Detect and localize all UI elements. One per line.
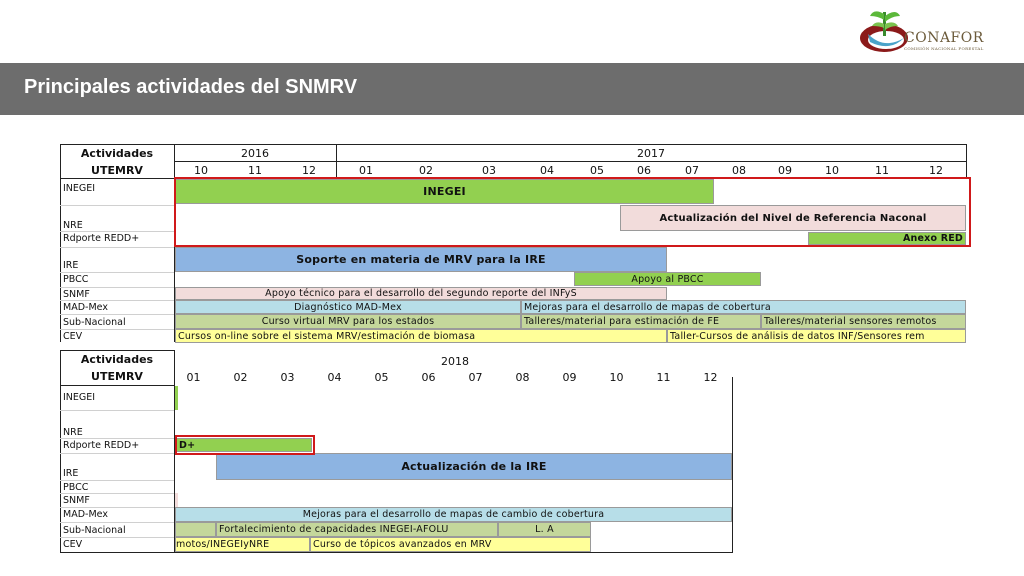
bar-subnacional-la: L. A bbox=[498, 522, 591, 537]
month-col: 12 bbox=[703, 371, 718, 384]
row-label-inegei: INEGEI bbox=[63, 391, 96, 403]
month-col: 08 bbox=[515, 371, 530, 384]
row-label-madmex: MAD-Mex bbox=[63, 509, 108, 520]
month-col: 11 bbox=[248, 163, 262, 177]
bar-ire: Actualización de la IRE bbox=[216, 453, 732, 480]
header-utemrv: UTEMRV bbox=[91, 369, 143, 383]
month-col: 03 bbox=[280, 371, 295, 384]
month-col: 10 bbox=[609, 371, 624, 384]
month-col: 09 bbox=[562, 371, 577, 384]
month-col: 02 bbox=[419, 163, 433, 177]
table-border bbox=[966, 144, 967, 178]
bar-snmf-tail bbox=[175, 493, 178, 507]
highlight-box bbox=[175, 435, 315, 455]
row-label-redd: Rdporte REDD+ bbox=[63, 233, 140, 244]
month-col: 12 bbox=[929, 163, 943, 177]
row-divider bbox=[60, 205, 174, 206]
year-2018: 2018 bbox=[441, 354, 469, 368]
month-col: 10 bbox=[194, 163, 208, 177]
month-col: 11 bbox=[656, 371, 671, 384]
bar-subnacional-sensores: Talleres/material sensores remotos bbox=[761, 314, 966, 329]
header-activities: Actividades bbox=[80, 146, 154, 160]
page-title: Principales actividades del SNMRV bbox=[24, 76, 358, 98]
bar-snmf: Apoyo técnico para el desarrollo del segundo reporte del INFyS bbox=[175, 287, 667, 300]
month-col: 07 bbox=[685, 163, 699, 177]
month-col: 05 bbox=[590, 163, 604, 177]
gantt-table-2016-2017 bbox=[56, 143, 974, 345]
highlight-box bbox=[174, 177, 971, 247]
year-2016: 2016 bbox=[241, 146, 269, 160]
bar-redd: Anexo RED bbox=[808, 232, 966, 245]
row-label-ire: IRE bbox=[63, 260, 79, 271]
bar-madmex-mejoras: Mejoras para el desarrollo de mapas de cobertura bbox=[521, 300, 966, 314]
row-label-cev: CEV bbox=[63, 539, 83, 550]
month-col: 09 bbox=[778, 163, 792, 177]
row-label-snmf: SNMF bbox=[63, 495, 90, 506]
row-label-nre: NRE bbox=[63, 426, 83, 438]
row-label-madmex: MAD-Mex bbox=[63, 302, 108, 313]
month-col: 01 bbox=[359, 163, 373, 177]
bar-madmex: Mejoras para el desarrollo de mapas de cambio de cobertura bbox=[175, 507, 732, 522]
row-label-subnacional: Sub-Nacional bbox=[63, 524, 126, 536]
bar-cev-remotos: motos/INEGEIyNRE bbox=[175, 537, 310, 552]
bar-redd: D+ bbox=[176, 438, 312, 452]
row-divider bbox=[60, 453, 174, 454]
bar-nre: Actualización del Nivel de Referencia Naconal bbox=[620, 205, 966, 231]
table-border bbox=[336, 144, 337, 178]
month-col: 06 bbox=[637, 163, 651, 177]
bar-subnacional-talleres-fe: Talleres/material para estimación de FE bbox=[521, 314, 761, 329]
gantt-table-2018 bbox=[56, 349, 738, 555]
row-label-inegei: INEGEI bbox=[63, 182, 96, 194]
table-border bbox=[174, 161, 966, 162]
row-divider bbox=[60, 410, 174, 411]
month-col: 10 bbox=[825, 163, 839, 177]
bar-cev-cursos: Cursos on-line sobre el sistema MRV/estimación de biomasa bbox=[175, 329, 667, 343]
row-label-redd: Rdporte REDD+ bbox=[63, 440, 140, 451]
row-label-snmf: SNMF bbox=[63, 288, 90, 300]
header-activities: Actividades bbox=[80, 352, 154, 366]
row-divider bbox=[60, 247, 174, 248]
month-col: 06 bbox=[421, 371, 436, 384]
bar-madmex-diagnostico: Diagnóstico MAD-Mex bbox=[175, 300, 521, 314]
row-label-pbcc: PBCC bbox=[63, 481, 89, 493]
bar-ire: Soporte en materia de MRV para la IRE bbox=[175, 247, 667, 272]
table-border bbox=[60, 144, 966, 145]
table-border bbox=[732, 377, 733, 553]
bar-inegei: INEGEI bbox=[175, 179, 714, 204]
month-col: 04 bbox=[327, 371, 342, 384]
bar-subnacional-curso: Curso virtual MRV para los estados bbox=[175, 314, 521, 329]
table-border bbox=[60, 350, 174, 351]
month-col: 08 bbox=[732, 163, 746, 177]
table-border bbox=[60, 552, 733, 553]
row-label-pbcc: PBCC bbox=[63, 274, 89, 285]
month-col: 01 bbox=[186, 371, 201, 384]
month-col: 04 bbox=[540, 163, 554, 177]
header-utemrv: UTEMRV bbox=[91, 163, 143, 177]
month-col: 03 bbox=[482, 163, 496, 177]
year-2017: 2017 bbox=[637, 146, 665, 160]
month-col: 05 bbox=[374, 371, 389, 384]
bar-cev-taller: Taller-Cursos de análisis de datos INF/Sensores rem bbox=[667, 329, 966, 343]
row-label-cev: CEV bbox=[63, 331, 83, 342]
month-col: 07 bbox=[468, 371, 483, 384]
bar-cev-curso-topicos: Curso de tópicos avanzados en MRV bbox=[310, 537, 591, 552]
month-col: 11 bbox=[875, 163, 889, 177]
row-label-subnacional: Sub-Nacional bbox=[63, 316, 126, 328]
bar-subnacional-fortalecimiento: Fortalecimiento de capacidades INEGEI-AFOLU bbox=[216, 522, 498, 537]
month-col: 12 bbox=[302, 163, 316, 177]
logo-name: CONAFOR bbox=[904, 30, 984, 46]
row-label-ire: IRE bbox=[63, 467, 79, 479]
logo-subtitle: COMISIÓN NACIONAL FORESTAL bbox=[904, 46, 984, 51]
month-col: 02 bbox=[233, 371, 248, 384]
bar-subnacional-start bbox=[175, 522, 216, 537]
table-border bbox=[60, 385, 174, 386]
bar-pbcc: Apoyo al PBCC bbox=[574, 272, 761, 286]
bar-inegei-tail bbox=[175, 386, 178, 410]
row-label-nre: NRE bbox=[63, 220, 83, 231]
